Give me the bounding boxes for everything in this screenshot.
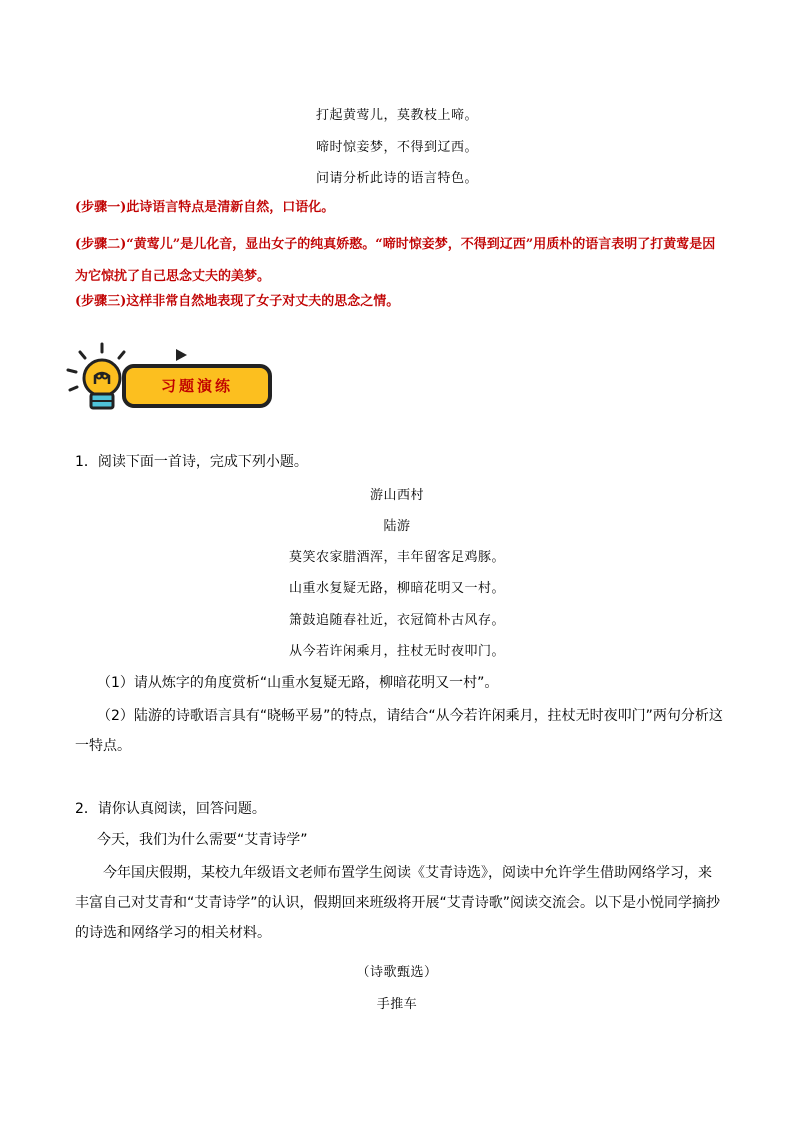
article-paragraph: 今年国庆假期，某校九年级语文老师布置学生阅读《艾青诗选》，阅读中允许学生借助网络学习，来丰富自己对艾青和“艾青诗学”的认识，假期回来班级将开展“艾青诗歌”阅读交流会。以下是小悦同学摘抄的诗选和网络学习的相关材料。 bbox=[75, 865, 721, 941]
poem-line: 箫鼓追随春社近，衣冠简朴古风存。 bbox=[288, 613, 505, 628]
section-label: （诗歌甄选） bbox=[356, 965, 438, 980]
article-heading: 今天，我们为什么需要“艾青诗学” bbox=[97, 832, 308, 848]
triangle-pointer-icon bbox=[174, 348, 188, 362]
question-2-prompt: 2．请你认真阅读，回答问题。 bbox=[75, 801, 266, 817]
poem-line: 莫笑农家腊酒浑，丰年留客足鸡豚。 bbox=[288, 550, 505, 565]
poem-line: 山重水复疑无路，柳暗花明又一村。 bbox=[288, 581, 505, 596]
question-1-prompt: 1．阅读下面一首诗，完成下列小题。 bbox=[75, 454, 308, 470]
banner-bar bbox=[122, 364, 272, 408]
question-1-sub-2: （2）陆游的诗歌语言具有“晓畅平易”的特点，请结合“从今若许闲乘月，拄杖无时夜叩门”两句分析这一特点。 bbox=[75, 708, 723, 754]
question-1-sub-1: （1）请从炼字的角度赏析“山重水复疑无路，柳暗花明又一村”。 bbox=[97, 675, 499, 691]
banner-title: 习题演练 bbox=[160, 377, 233, 395]
example-poem-line: 打起黄莺儿，莫教枝上啼。 bbox=[315, 108, 478, 123]
step-three: (步骤三)这样非常自然地表现了女子对丈夫的思念之情。 bbox=[75, 294, 400, 309]
step-two: (步骤二)“黄莺儿”是儿化音，显出女子的纯真娇憨。“啼时惊妾梦，不得到辽西”用质朴的语言表明了打黄莺是因为它惊扰了自己思念丈夫的美梦。 bbox=[75, 237, 716, 284]
poem-line: 从今若许闲乘月，拄杖无时夜叩门。 bbox=[288, 644, 505, 659]
poem-author: 陆游 bbox=[383, 519, 411, 534]
poem-title: 手推车 bbox=[376, 997, 418, 1012]
example-question-line: 问请分析此诗的语言特色。 bbox=[315, 171, 478, 186]
poem-title: 游山西村 bbox=[369, 488, 424, 503]
step-one: (步骤一)此诗语言特点是清新自然，口语化。 bbox=[75, 200, 335, 215]
exercise-banner bbox=[62, 340, 277, 420]
example-poem-line: 啼时惊妾梦，不得到辽西。 bbox=[315, 140, 478, 155]
